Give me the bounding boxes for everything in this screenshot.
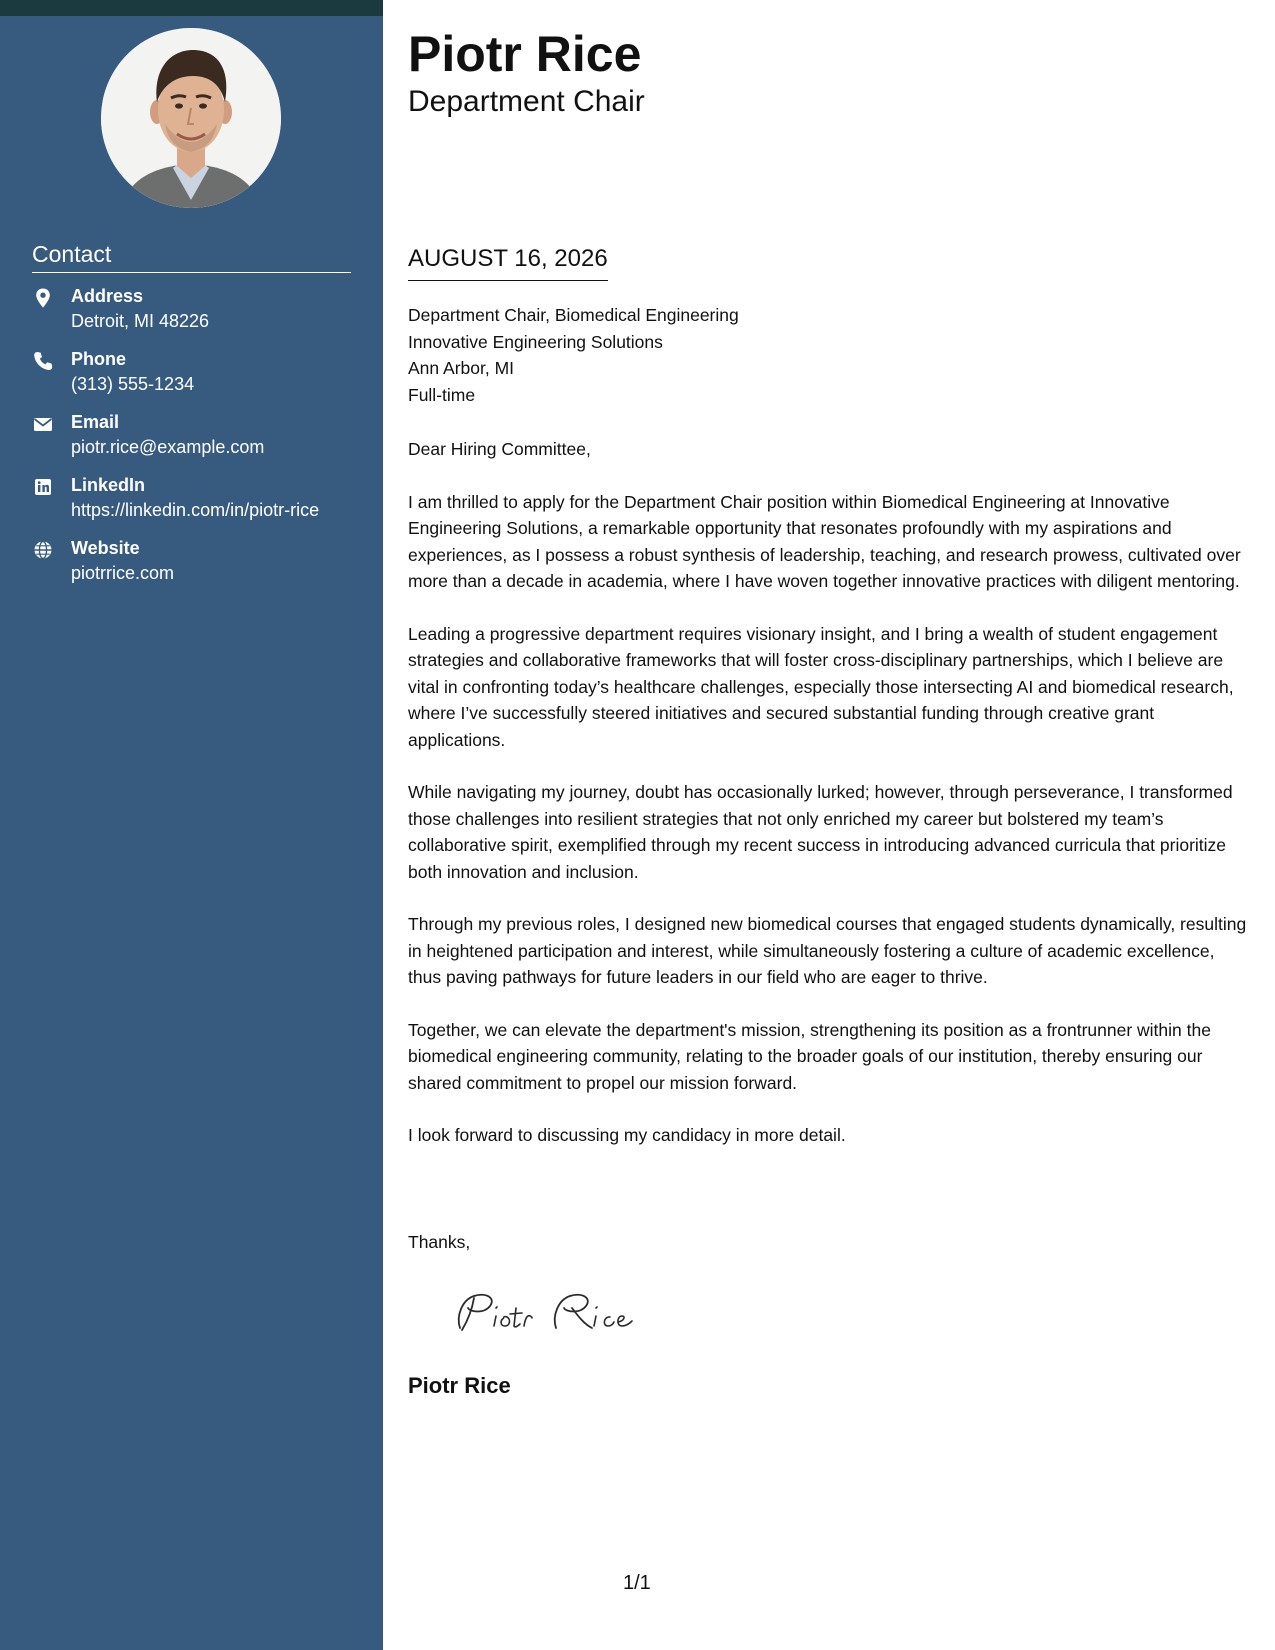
contact-heading: Contact: [32, 240, 351, 273]
recipient-block: [408, 302, 739, 408]
contact-label[interactable]: Email: [71, 412, 120, 432]
contact-label: Phone: [71, 349, 127, 369]
contact-item-email: [32, 409, 362, 472]
contact-label: Website: [71, 538, 140, 558]
sidebar: [0, 0, 383, 1650]
recipient-line: Ann Arbor, MI: [408, 358, 515, 378]
phone-value: (313) 555-1234: [71, 374, 195, 394]
applicant-title: Department Chair: [408, 85, 645, 118]
address-value: Detroit, MI 48226: [71, 311, 210, 331]
contact-label: Address: [71, 286, 144, 306]
salutation: Dear Hiring Committee,: [408, 439, 591, 459]
recipient-line: Innovative Engineering Solutions: [408, 331, 663, 352]
contact-item-linkedin: [32, 472, 362, 535]
globe-icon: [32, 539, 54, 561]
sidebar-top-bar: [0, 0, 383, 16]
recipient-line: Department Chair, Biomedical Engineering: [408, 305, 739, 325]
recipient-line: Full-time: [408, 384, 476, 405]
signer-name: Piotr Rice: [408, 1373, 511, 1398]
phone-icon: [32, 350, 54, 372]
linkedin-link[interactable]: https://linkedin.com/in/piotr-rice: [71, 500, 320, 520]
applicant-name: Piotr Rice: [408, 26, 642, 82]
contact-item-website: [32, 535, 362, 598]
contact-item-address: [32, 283, 362, 346]
contact-label: LinkedIn: [71, 475, 146, 495]
page-number: 1/1: [623, 1572, 651, 1594]
closing: Thanks,: [408, 1232, 471, 1252]
letter-body: [408, 436, 1248, 1175]
envelope-icon: [32, 413, 54, 435]
email-link[interactable]: piotr.rice@example.com: [71, 437, 265, 457]
location-pin-icon: [32, 287, 54, 309]
body-paragraph: Together, we can elevate the department's mission, strengthening its position as a frontrunner within the biomedical engineering community, relating to the broader goals of our institution, thereby ensuring our shared commitment to propel our mission forward.: [408, 1019, 1211, 1093]
contact-list: [32, 283, 362, 598]
website-link[interactable]: piotrrice.com: [71, 563, 175, 583]
body-paragraph: While navigating my journey, doubt has occasionally lurked; however, through perseverance, I transformed those challenges into resilient strategies that not only enriched my career but bolstered my team’s collaborative spirit, exemplified through my recent success in introducing advanced curricula that prioritize both innovation and inclusion.: [408, 782, 1233, 882]
body-paragraph: I look forward to discussing my candidacy in more detail.: [408, 1125, 846, 1145]
body-paragraph: I am thrilled to apply for the Department Chair position within Biomedical Engineering at Innovative Engineering Solutions, a remarkable opportunity that resonates profoundly with my aspirations and experiences, as I possess a robust synthesis of leadership, teaching, and research prowess, cultivated over more than a decade in academia, where I have woven together innovative practices with diligent mentoring.: [408, 491, 1241, 591]
avatar: [101, 28, 281, 208]
letter-main: [408, 0, 1248, 1650]
letter-date: AUGUST 16, 2026: [408, 244, 608, 281]
linkedin-icon: [32, 476, 54, 498]
contact-item-phone: [32, 346, 362, 409]
avatar-portrait: [101, 28, 281, 208]
body-paragraph: Leading a progressive department requires visionary insight, and I bring a wealth of student engagement strategies and collaborative frameworks that will foster cross-disciplinary partnerships, which I believe are vital in confronting today’s healthcare challenges, especially those intersecting AI and biomedical research, where I’ve successfully steered initiatives and secured substantial funding through creative grant applications.: [408, 623, 1234, 750]
handwritten-signature: [452, 1286, 642, 1336]
body-paragraph: Through my previous roles, I designed new biomedical courses that engaged students dynamically, resulting in heightened participation and interest, while simultaneously fostering a culture of academic excellence, thus paving pathways for future leaders in our field who are eager to thrive.: [408, 914, 1247, 987]
